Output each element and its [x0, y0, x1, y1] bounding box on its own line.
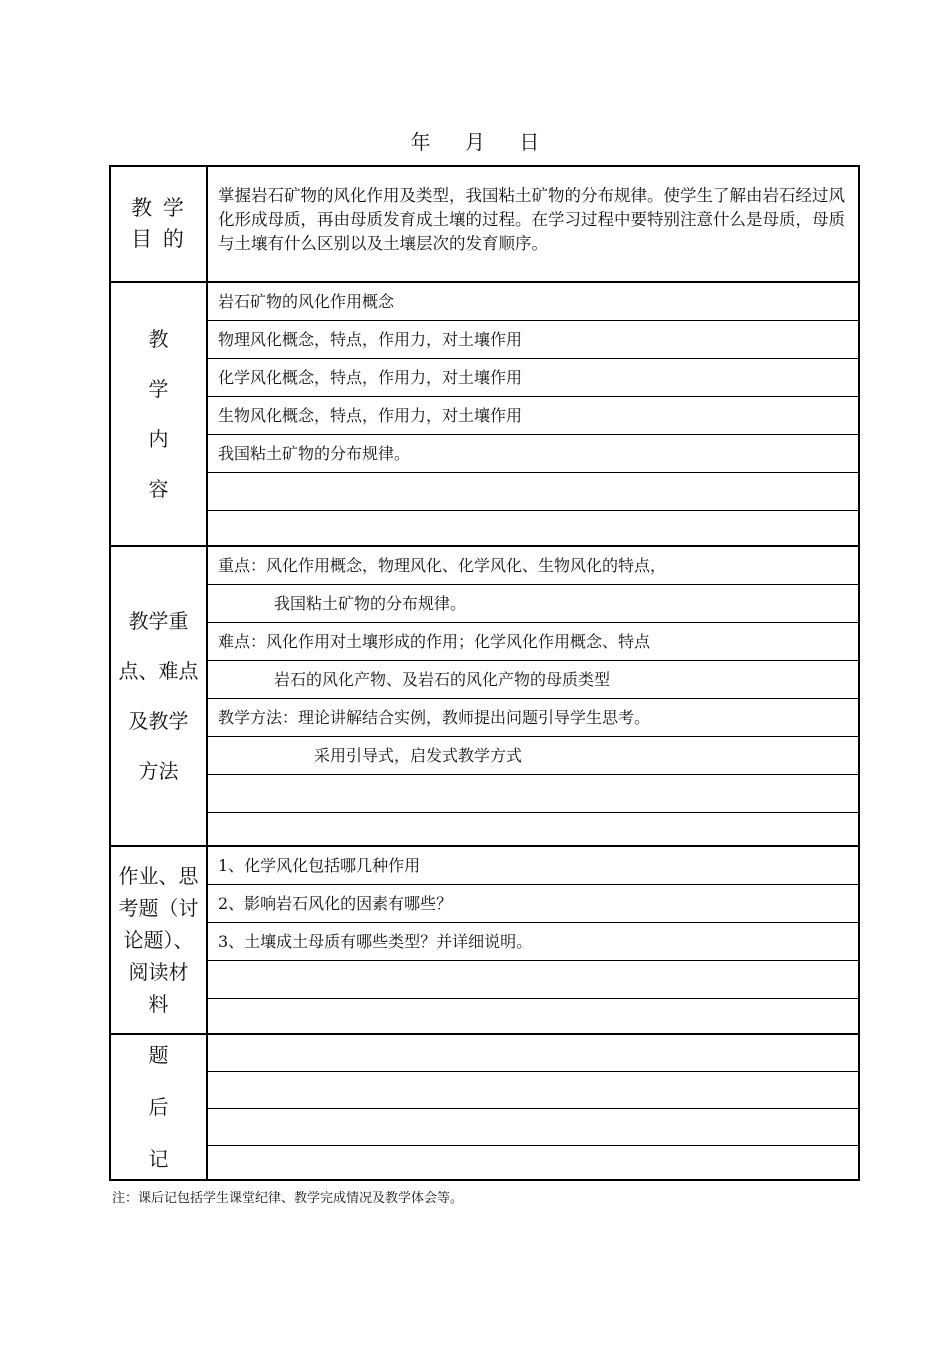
key-points-row — [208, 775, 858, 813]
postscript-label-char: 后 — [148, 1095, 169, 1119]
homework-section — [111, 845, 858, 1033]
footnote: 注：课后记包括学生课堂纪律、教学完成情况及教学体会等。 — [112, 1191, 464, 1206]
content-label-char: 容 — [148, 477, 169, 501]
content-label — [111, 283, 208, 545]
postscript-section — [111, 1033, 858, 1179]
postscript-row — [208, 1072, 858, 1109]
content-row: 物理风化概念，特点，作用力，对土壤作用 — [208, 321, 858, 359]
content-rows — [208, 283, 858, 549]
key-points-label — [111, 547, 208, 845]
key-points-row: 岩石的风化产物、及岩石的风化产物的母质类型 — [208, 661, 858, 699]
homework-label-line: 阅读材 — [128, 960, 189, 984]
objective-label-line: 目 的 — [131, 227, 186, 251]
content-row: 我国粘土矿物的分布规律。 — [208, 435, 858, 473]
key-points-section — [111, 545, 858, 845]
key-points-rows — [208, 547, 858, 851]
date-line — [0, 126, 952, 155]
postscript-label-char: 记 — [148, 1147, 169, 1171]
objective-text: 掌握岩石矿物的风化作用及类型，我国粘土矿物的分布规律。使学生了解由岩石经过风化形成母质，再由母质发育成土壤的过程。在学习过程中要特别注意什么是母质，母质与土壤有什么区别以及土壤层次的发育顺序。 — [218, 186, 845, 253]
postscript-rows — [208, 1035, 858, 1181]
key-points-label-line: 方法 — [138, 759, 179, 783]
content-label-char: 教 — [148, 327, 169, 351]
month-label: 月 — [465, 130, 487, 154]
lesson-plan-table — [109, 165, 860, 1181]
objective-body — [208, 167, 858, 256]
key-points-row: 难点：风化作用对土壤形成的作用；化学风化作用概念、特点 — [208, 623, 858, 661]
key-points-row: 重点：风化作用概念，物理风化、化学风化、生物风化的特点， — [208, 547, 858, 585]
homework-row: 1、化学风化包括哪几种作用 — [208, 847, 858, 885]
homework-row: 3、土壤成土母质有哪些类型？并详细说明。 — [208, 923, 858, 961]
postscript-label-char: 题 — [148, 1043, 169, 1067]
homework-label-line: 料 — [148, 992, 169, 1016]
postscript-label — [111, 1035, 208, 1179]
content-label-char: 学 — [148, 377, 169, 401]
key-points-row: 教学方法：理论讲解结合实例，教师提出问题引导学生思考。 — [208, 699, 858, 737]
homework-label-line: 作业、思 — [118, 864, 199, 888]
content-row — [208, 511, 858, 549]
homework-row — [208, 961, 858, 999]
homework-rows — [208, 847, 858, 1037]
objective-section — [111, 167, 858, 281]
content-label-char: 内 — [148, 427, 169, 451]
postscript-row — [208, 1109, 858, 1146]
homework-label-line: 考题（讨 — [118, 896, 199, 920]
objective-label-line: 教 学 — [131, 196, 186, 220]
content-row: 化学风化概念，特点，作用力，对土壤作用 — [208, 359, 858, 397]
key-points-row: 采用引导式，启发式教学方式 — [208, 737, 858, 775]
objective-label — [111, 167, 208, 281]
key-points-label-line: 点、难点 — [118, 659, 199, 683]
homework-row: 2、影响岩石风化的因素有哪些？ — [208, 885, 858, 923]
postscript-row — [208, 1035, 858, 1072]
content-section — [111, 281, 858, 545]
postscript-row — [208, 1146, 858, 1181]
homework-row — [208, 999, 858, 1037]
content-row: 生物风化概念，特点，作用力，对土壤作用 — [208, 397, 858, 435]
key-points-row: 我国粘土矿物的分布规律。 — [208, 585, 858, 623]
key-points-label-line: 及教学 — [128, 709, 189, 733]
homework-label — [111, 847, 208, 1033]
day-label: 日 — [519, 130, 542, 154]
year-label: 年 — [410, 130, 433, 154]
key-points-label-line: 教学重 — [128, 609, 189, 633]
content-row: 岩石矿物的风化作用概念 — [208, 283, 858, 321]
content-row — [208, 473, 858, 511]
homework-label-line: 论题）、 — [123, 928, 194, 952]
